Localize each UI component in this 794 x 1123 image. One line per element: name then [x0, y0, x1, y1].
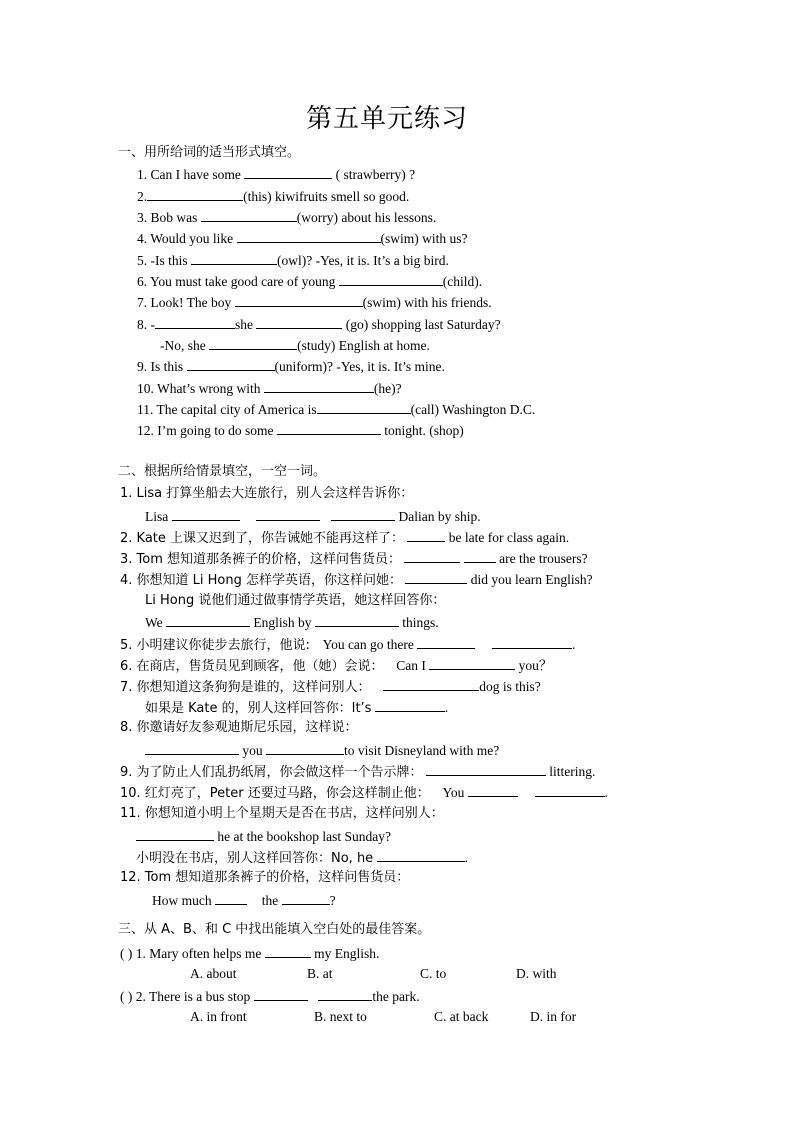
s2-q2-end: be late for class again.: [448, 530, 570, 545]
s3-q2-option-d[interactable]: D. in for: [530, 1009, 577, 1024]
s1-q8-mid: she: [235, 317, 253, 332]
s3-q1-option-c[interactable]: C. to: [420, 966, 447, 981]
s1-q8-hint: (go) shopping last Saturday?: [345, 317, 501, 332]
s3-q2-option-b[interactable]: B. next to: [314, 1009, 367, 1024]
s1-q2-hint: (this) kiwifruits smell so good.: [243, 189, 410, 204]
s1-q12-hint: tonight. (shop): [384, 423, 464, 438]
s1-q11-hint: (call) Washington D.C.: [410, 402, 536, 417]
s3-q1-text: 1. Mary often helps me: [135, 946, 262, 961]
s1-q1: [137, 166, 415, 183]
s2-q7-end: dog is this?: [479, 679, 541, 694]
s2-q10-blank2[interactable]: [535, 784, 605, 797]
s2-q8b-blank2[interactable]: [266, 742, 344, 755]
s3-q2: [120, 988, 420, 1005]
s1-q8-blank1[interactable]: [155, 316, 235, 329]
s1-q6-text: 6. You must take good care of young: [137, 274, 336, 289]
s1-q3-blank[interactable]: [201, 209, 297, 222]
s2-q9: [120, 763, 595, 781]
s1-q4-hint: (swim) with us?: [380, 231, 468, 246]
s3-q2-blank1: [254, 988, 308, 1001]
s2-q12-answer: [152, 892, 336, 909]
s2-q6-text: 6. 在商店，售货员见到顾客，他（她）会说：: [120, 659, 384, 674]
s1-q7-blank[interactable]: [235, 294, 363, 307]
s2-q2: [120, 529, 569, 547]
s2-q1-blank1[interactable]: [172, 508, 240, 521]
s2-q5-mid: You can go there: [322, 637, 414, 652]
s2-q11: 11. 你想知道小明上个星期天是否在书店，这样问别人：: [120, 806, 444, 821]
s1-q2-blank[interactable]: [147, 188, 243, 201]
s1-q8b-text: -No, she: [160, 338, 206, 353]
s3-q2-option-c[interactable]: C. at back: [434, 1009, 489, 1024]
s3-q1-option-b[interactable]: B. at: [307, 966, 333, 981]
s3-q1-option-d[interactable]: D. with: [516, 966, 557, 981]
s2-q2-text: 2. Kate 上课又迟到了，你告诫她不能再这样了：: [120, 531, 405, 546]
s2-q4: [120, 571, 593, 589]
s1-q9-hint: (uniform)? -Yes, it is. It’s mine.: [274, 359, 445, 374]
s2-q6-end: you？: [518, 658, 553, 673]
s1-q11-text: 11. The capital city of America is: [137, 402, 317, 417]
s1-q11-blank[interactable]: [317, 401, 411, 414]
s1-q11: [137, 401, 535, 418]
s2-q1-end: Dalian by ship.: [398, 509, 481, 524]
s1-q9-text: 9. Is this: [137, 359, 184, 374]
s2-q9-blank[interactable]: [426, 763, 546, 776]
section2-heading: 二、根据所给情景填空，一空一词。: [118, 464, 327, 479]
s2-q11b-blank[interactable]: [136, 828, 214, 841]
s2-q7-answer: 如果是 Kate 的，别人这样回答你：It’s .: [145, 700, 449, 716]
s2-q4c-end: things.: [402, 615, 439, 630]
s1-q12-blank[interactable]: [277, 422, 381, 435]
s2-q8b-you: you: [242, 743, 263, 758]
s2-q1-lisa: Lisa: [145, 509, 169, 524]
s2-q6-blank[interactable]: [429, 657, 515, 670]
s2-q7b-blank[interactable]: [375, 699, 445, 712]
s2-q7-blank[interactable]: [383, 678, 479, 691]
s1-q7: [137, 294, 492, 311]
s1-q10: [137, 380, 402, 397]
s2-q4c-mid: English by: [253, 615, 312, 630]
s2-q1: 1. Lisa 打算坐船去大连旅行，别人会这样告诉你：: [120, 486, 414, 501]
s2-q3-text: 3. Tom 想知道那条裤子的价格，这样问售货员：: [120, 552, 402, 567]
s3-q1-option-a[interactable]: A. about: [190, 966, 237, 981]
s2-q3: [120, 550, 588, 568]
s1-q4-blank[interactable]: [237, 230, 381, 243]
s2-q11c-blank[interactable]: [377, 849, 465, 862]
s1-q8: [137, 316, 501, 333]
s2-q7b-text: 如果是 Kate 的，别人这样回答你：It’s: [145, 701, 372, 716]
s2-q1-blank2[interactable]: [256, 508, 320, 521]
s1-q10-hint: (he)?: [373, 381, 402, 396]
s3-q1-paren[interactable]: ( ): [120, 946, 133, 961]
s1-q9-blank[interactable]: [187, 358, 275, 371]
s3-q2-text: 2. There is a bus stop: [135, 989, 251, 1004]
s1-q6-hint: (child).: [442, 274, 483, 289]
s2-q4-note: Li Hong 说他们通过做事情学英语，她这样回答你：: [145, 593, 446, 608]
section3-heading: 三、从 A、B、和 C 中找出能填入空白处的最佳答案。: [118, 922, 431, 937]
s1-q7-hint: (swim) with his friends.: [362, 295, 492, 310]
s2-q4-end: did you learn English?: [470, 572, 593, 587]
s1-q5: [137, 252, 449, 269]
s2-q4-answer: [145, 614, 439, 631]
s3-q1-blank: [265, 945, 311, 958]
s1-q6-blank[interactable]: [339, 273, 443, 286]
s1-q10-blank[interactable]: [264, 380, 374, 393]
s2-q9-text: 9. 为了防止人们乱扔纸屑，你会做这样一个告示牌：: [120, 765, 423, 780]
s1-q2-num: 2.: [137, 189, 148, 204]
s1-q6: [137, 273, 482, 290]
s2-q5-text: 5. 小明建议你徒步去旅行，他说:: [120, 638, 310, 653]
s1-q5-text: 5. -Is this: [137, 253, 188, 268]
s1-q1-blank[interactable]: [244, 166, 332, 179]
s2-q12b-a: How much: [152, 893, 212, 908]
s2-q5-blank1[interactable]: [417, 636, 475, 649]
s2-q1-answer: [145, 508, 481, 525]
s2-q7-text: 7. 你想知道这条狗狗是谁的，这样问别人：: [120, 680, 371, 695]
s2-q6: [120, 657, 552, 675]
s2-q7: [120, 678, 541, 696]
s1-q8-answer: [160, 337, 430, 354]
s2-q10-text: 10. 红灯亮了，Peter 还要过马路，你会这样制止他：: [120, 786, 430, 801]
section1-heading: 一、用所给词的适当形式填空。: [118, 145, 301, 160]
s1-q2: [137, 188, 409, 205]
s2-q12: 12. Tom 想知道那条裤子的价格，这样问售货员：: [120, 870, 410, 885]
s1-q8b-hint: (study) English at home.: [297, 338, 430, 353]
s2-q10-blank1[interactable]: [468, 784, 518, 797]
s2-q10-you: You: [442, 785, 465, 800]
s1-q3: [137, 209, 436, 226]
s2-q8-answer: [145, 742, 499, 759]
page-title: 第五单元练习: [305, 104, 468, 133]
s2-q12b-end: ?: [329, 893, 336, 908]
s2-q3-blank2[interactable]: [464, 550, 496, 563]
s2-q6-mid: Can I: [396, 658, 426, 673]
s2-q11c-text: 小明没在书店，别人这样回答你：No, he: [136, 851, 374, 866]
s1-q8-blank2[interactable]: [256, 316, 342, 329]
s1-q8b-blank[interactable]: [209, 337, 297, 350]
s3-q2-option-a[interactable]: A. in front: [190, 1009, 247, 1024]
s2-q9-end: littering.: [549, 764, 596, 779]
s1-q1-text: 1. Can I have some: [137, 167, 241, 182]
s3-q1-end: my English.: [314, 946, 380, 961]
s2-q8: 8. 你邀请好友参观迪斯尼乐园，这样说：: [120, 720, 358, 735]
s1-q4: [137, 230, 468, 247]
s2-q10: 10. 红灯亮了，Peter 还要过马路，你会这样制止他： You .: [120, 785, 608, 801]
s2-q3-blank1[interactable]: [404, 550, 460, 563]
s2-q12b-the: the: [261, 893, 279, 908]
s3-q2-paren[interactable]: ( ): [120, 989, 133, 1004]
s3-q2-end: the park.: [372, 989, 420, 1004]
s1-q12: [137, 422, 464, 439]
s2-q4-blank[interactable]: [405, 571, 467, 584]
s1-q1-hint: ( strawberry) ?: [335, 167, 416, 182]
s2-q12b-blank1[interactable]: [215, 892, 247, 905]
s2-q11-question: [136, 828, 391, 845]
s1-q5-hint: (owl)? -Yes, it is. It’s a big bird.: [277, 253, 449, 268]
s1-q3-hint: (worry) about his lessons.: [296, 210, 437, 225]
s3-q2-blank2: [318, 988, 372, 1001]
s2-q5-blank2[interactable]: [492, 636, 572, 649]
s1-q8-num: 8. -: [137, 317, 155, 332]
s1-q9: [137, 358, 445, 375]
s2-q2-blank[interactable]: [407, 529, 445, 542]
s1-q5-blank[interactable]: [191, 252, 277, 265]
s2-q12b-blank2[interactable]: [282, 892, 330, 905]
s2-q8b-end: to visit Disneyland with me?: [344, 743, 500, 758]
s1-q10-text: 10. What’s wrong with: [137, 381, 261, 396]
s3-q1: [120, 945, 379, 962]
s1-q7-text: 7. Look! The boy: [137, 295, 232, 310]
s2-q5: 5. 小明建议你徒步去旅行，他说: You can go there .: [120, 637, 576, 653]
s1-q3-text: 3. Bob was: [137, 210, 198, 225]
s2-q11b-text: he at the bookshop last Sunday?: [217, 829, 391, 844]
s1-q12-text: 12. I’m going to do some: [137, 423, 274, 438]
s2-q4c-we: We: [145, 615, 163, 630]
s2-q3-end: are the trousers?: [499, 551, 588, 566]
s1-q4-text: 4. Would you like: [137, 231, 234, 246]
s2-q4-text: 4. 你想知道 Li Hong 怎样学英语，你这样问她：: [120, 573, 403, 588]
s2-q4c-blank2[interactable]: [315, 614, 399, 627]
s2-q8b-blank1[interactable]: [145, 742, 239, 755]
s2-q11-answer: 小明没在书店，别人这样回答你：No, he .: [136, 850, 468, 866]
s2-q1-blank3[interactable]: [331, 508, 395, 521]
s2-q4c-blank1[interactable]: [166, 614, 250, 627]
